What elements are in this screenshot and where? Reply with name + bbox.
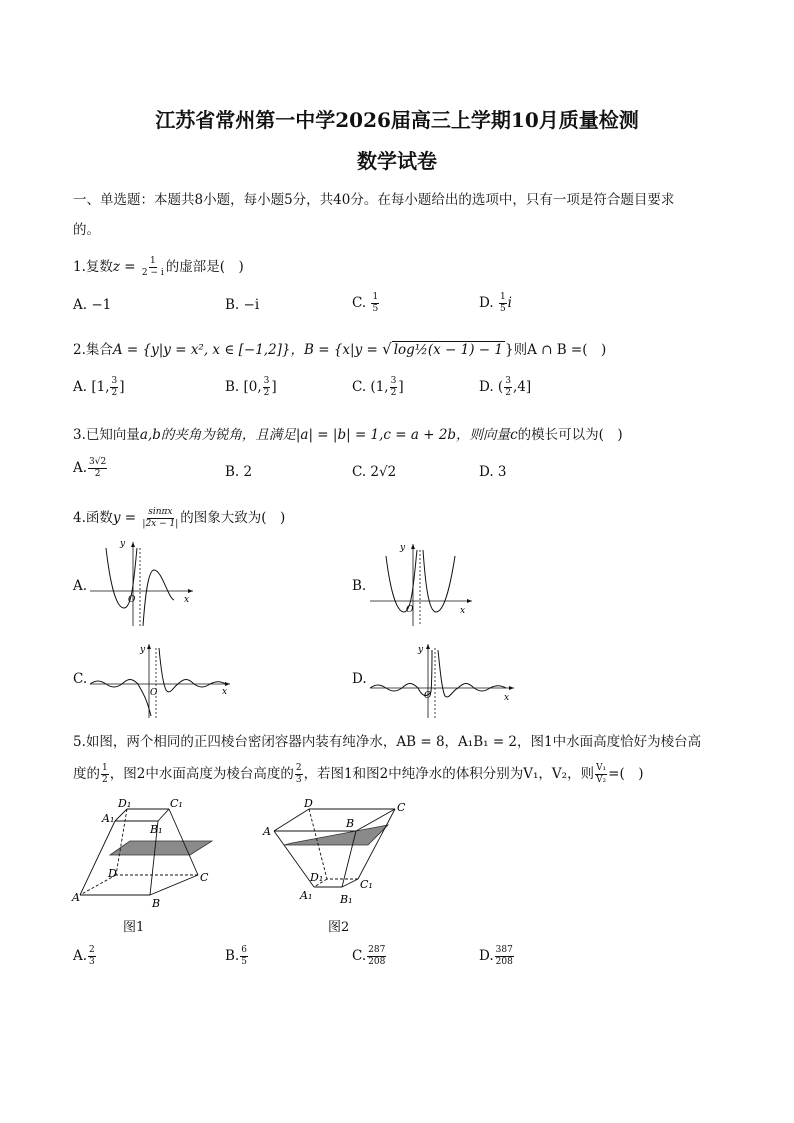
q1-frac-den: 2 − i	[141, 268, 164, 278]
q5-f2-den: 3	[295, 775, 302, 785]
fig1-label-a1: A₁	[102, 812, 115, 825]
q1-suffix: 的虚部是( )	[165, 259, 244, 275]
q4d-y-label: y	[418, 645, 424, 655]
q5-optc-num: 287	[368, 945, 386, 955]
q4c-y-label: y	[140, 645, 146, 655]
q5-option-d[interactable]	[479, 946, 515, 967]
q3-option-a[interactable]	[73, 458, 108, 479]
section-instruction-line1: 一、单选题：本题共8小题，每小题5分，共40分。在每小题给出的选项中，只有一项是符合题目要求	[73, 192, 675, 208]
q2-opta-den: 2	[111, 388, 118, 398]
q2-optb-den: 2	[263, 388, 270, 398]
q2-option-a[interactable]	[73, 377, 125, 398]
q2-optb-label: B. [0,	[225, 379, 262, 395]
q2-suffix: }则A ∩ B =( )	[504, 342, 607, 358]
q4d-origin: O	[424, 691, 432, 701]
q3-vectors-ab: a,b	[139, 427, 161, 443]
q2-optc-den: 2	[390, 388, 397, 398]
q5-optb-num: 6	[241, 945, 247, 955]
q2-opta-label: A. [1,	[73, 379, 110, 395]
q5-f3-den: V₂	[596, 775, 607, 785]
q4b-x-label: x	[460, 606, 466, 616]
q5-line2-c: ，若图1和图2中纯净水的体积分别为V₁，V₂，则	[303, 766, 595, 782]
q3-option-b[interactable]: B. 2	[225, 464, 253, 480]
q1-optc-den: 5	[372, 304, 379, 314]
q5-opta-num: 2	[89, 945, 95, 955]
fig1-label-c: C	[200, 871, 209, 884]
q5-option-b[interactable]	[225, 946, 249, 967]
q3-opta-den: 2	[94, 469, 101, 479]
q3-text-e: 的模长可以为( )	[517, 427, 623, 443]
question-3	[73, 423, 623, 443]
fig2-label-c: C	[397, 801, 406, 814]
q5-opta-den: 3	[89, 957, 95, 967]
q5-option-a[interactable]	[73, 946, 97, 967]
q5-optb-label: B.	[225, 948, 240, 964]
q1-optd-num: 1	[499, 292, 506, 302]
q1-option-c-label: C.	[352, 295, 367, 311]
q4-option-c[interactable]: C.	[73, 671, 88, 687]
fig2-label-a1: A₁	[300, 889, 313, 902]
q4c-x-label: x	[222, 687, 228, 697]
q3-opta-num: 3√2	[89, 457, 107, 467]
fig2-label-b1: B₁	[340, 893, 353, 906]
q2-option-d[interactable]	[479, 377, 531, 398]
fig2-label-d: D	[304, 797, 313, 810]
q5-optd-den: 208	[495, 957, 513, 967]
q2-prefix: 2.集合	[73, 342, 113, 358]
fig2-label-a: A	[263, 825, 271, 838]
q2-optc-num: 3	[390, 376, 397, 386]
q4-graph-b	[368, 538, 478, 628]
q4-option-b[interactable]: B.	[352, 578, 367, 594]
fig1-label-a: A	[72, 891, 80, 904]
q5-f3-num: V₁	[596, 763, 607, 773]
q2-optc-label: C. (1,	[352, 379, 389, 395]
q3-option-d[interactable]: D. 3	[479, 464, 507, 480]
q5-option-c[interactable]	[352, 946, 387, 967]
q4-option-a[interactable]: A.	[73, 578, 88, 594]
question-2: 2.集合A = {y|y = x², x ∈ [−1,2]}，B = {x|y = √ log½(x − 1) − 1 }则A ∩ B =( )	[73, 340, 607, 358]
q4a-origin: O	[128, 595, 136, 605]
q5-f2-num: 2	[295, 763, 302, 773]
q2-option-c[interactable]	[352, 377, 404, 398]
q4b-origin: O	[406, 605, 414, 615]
q1-optc-num: 1	[372, 292, 379, 302]
q5-optc-den: 208	[368, 957, 386, 967]
q5-figure-2	[262, 795, 422, 913]
q5-line2-b: ，图2中水面高度为棱台高度的	[109, 766, 294, 782]
q5-optc-label: C.	[352, 948, 367, 964]
q5-optd-label: D.	[479, 948, 494, 964]
q5-f1-num: 1	[102, 763, 108, 773]
q5-optb-den: 5	[241, 957, 247, 967]
q5-line2-d: =( )	[608, 766, 644, 782]
q5-f1-den: 2	[102, 775, 108, 785]
fig1-label-b1: B₁	[150, 823, 163, 836]
q2-opta-end: ]	[119, 379, 125, 395]
q2-opta-num: 3	[111, 376, 118, 386]
q4b-y-label: y	[400, 543, 406, 553]
section-instruction-line2: 的。	[73, 222, 100, 238]
q5-figure-1-caption: 图1	[123, 920, 145, 935]
q2-optb-num: 3	[263, 376, 270, 386]
fig2-label-d1: D₁	[310, 871, 324, 884]
q2-optd-den: 2	[505, 388, 511, 398]
q4-frac-num: sinπx	[148, 507, 173, 517]
q5-figure-2-caption: 图2	[328, 920, 350, 935]
q4-suffix: 的图象大致为( )	[180, 510, 286, 526]
fig2-label-b: B	[346, 817, 355, 830]
fig2-label-c1: C₁	[360, 878, 373, 891]
question-1	[73, 255, 244, 278]
exam-title: 江苏省常州第一中学2026届高三上学期10月质量检测	[155, 108, 639, 132]
q2-root: log½(x − 1) − 1	[393, 342, 503, 358]
q4a-y-label: y	[120, 539, 126, 549]
q2-optb-end: ]	[271, 379, 277, 395]
q3-option-c[interactable]: C. 2√2	[352, 464, 397, 480]
question-4	[73, 506, 285, 529]
q4c-origin: O	[150, 688, 158, 698]
q3-opta-label: A.	[73, 460, 88, 476]
question-5-line2	[73, 762, 644, 785]
q4-frac-den: |2x − 1|	[142, 519, 179, 529]
fig1-label-b: B	[152, 897, 161, 910]
fig1-label-d: D	[108, 867, 117, 880]
q5-line2-a: 度的	[73, 766, 100, 782]
q1-prefix: 1.复数	[73, 259, 113, 275]
q2-sets: A = {y|y = x², x ∈ [−1,2]}，B = {x|y =	[112, 342, 378, 358]
q4-prefix: 4.函数	[73, 510, 113, 526]
q2-optd-label: D. (	[479, 379, 504, 395]
q3-vector-c: c	[510, 427, 518, 443]
q2-optd-num: 3	[505, 376, 511, 386]
q1-var: z =	[112, 259, 136, 275]
exam-subtitle: 数学试卷	[357, 149, 437, 173]
q1-option-c[interactable]	[352, 293, 380, 314]
q3-text-a: 3.已知向量	[73, 427, 140, 443]
q4-graph-d	[368, 640, 518, 720]
q1-optd-den: 5	[499, 304, 506, 314]
q3-condition: 的夹角为锐角，且满足|a| = |b| = 1,c = a + 2b，则向量	[160, 427, 511, 443]
q2-option-b[interactable]	[225, 377, 277, 398]
q1-frac-num: 1	[149, 256, 156, 266]
q4-option-d[interactable]: D.	[352, 671, 367, 687]
q4a-x-label: x	[184, 595, 190, 605]
question-5-line1: 5.如图，两个相同的正四棱台密闭容器内装有纯净水，AB = 8，A₁B₁ = 2，图1中水面高度恰好为棱台高	[73, 734, 702, 750]
q4d-x-label: x	[504, 693, 510, 703]
q1-optd-tail: i	[507, 295, 512, 311]
q4-graph-a	[88, 538, 198, 628]
q2-optd-end: ,4]	[512, 379, 532, 395]
q5-opta-label: A.	[73, 948, 88, 964]
q2-optc-end: ]	[398, 379, 404, 395]
q1-option-d[interactable]	[479, 293, 512, 314]
q4-var: y =	[112, 510, 137, 526]
q5-figure-1	[70, 795, 220, 915]
q1-option-b[interactable]: B. −i	[225, 297, 260, 313]
q4-graph-c	[88, 640, 238, 720]
q1-fraction	[141, 257, 165, 278]
q1-option-a[interactable]: A. −1	[73, 297, 112, 313]
fig1-label-d1: D₁	[118, 797, 132, 810]
fig1-label-c1: C₁	[170, 797, 183, 810]
q1-option-d-label: D.	[479, 295, 494, 311]
q5-optd-num: 387	[495, 945, 513, 955]
